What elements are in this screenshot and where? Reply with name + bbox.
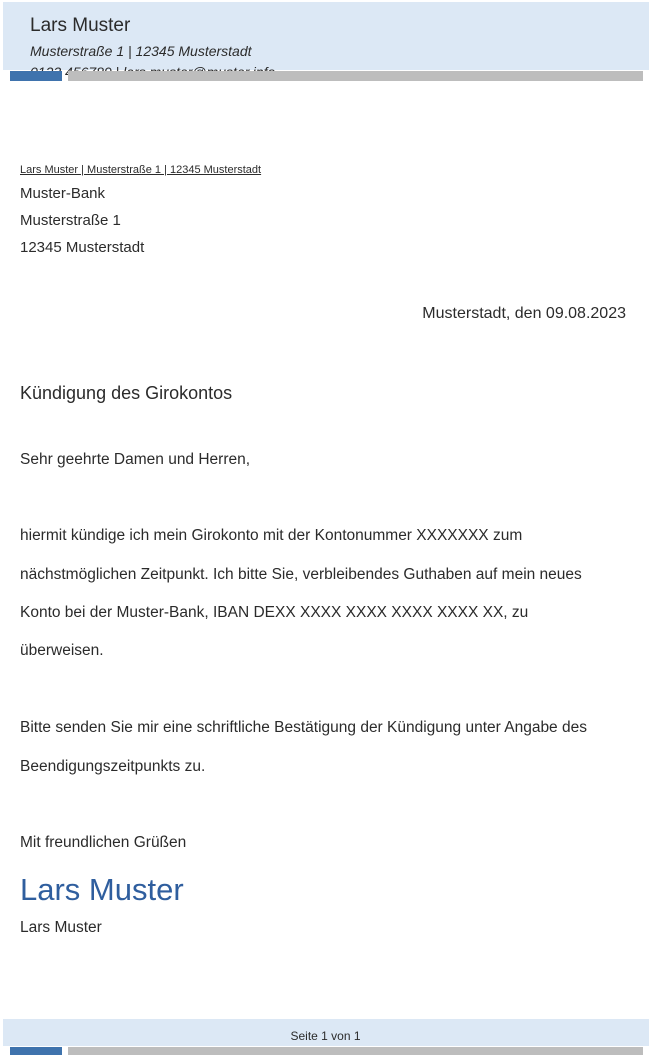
header-divider-bar	[68, 71, 643, 81]
recipient-street: Musterstraße 1	[20, 212, 121, 229]
body-line: Beendigungszeitpunkts zu.	[20, 758, 206, 775]
body-line: überweisen.	[20, 642, 104, 659]
footer-accent-bar	[10, 1047, 62, 1055]
recipient-city: 12345 Musterstadt	[20, 239, 145, 256]
footer-divider-bar	[68, 1047, 643, 1055]
salutation: Sehr geehrte Damen und Herren,	[20, 451, 251, 468]
body-line: Konto bei der Muster-Bank, IBAN DEXX XXXX XXXX XXXX XXXX XX, zu	[20, 604, 529, 621]
recipient-name: Muster-Bank	[20, 185, 106, 202]
body-line: hiermit kündige ich mein Girokonto mit der Kontonummer XXXXXXX zum	[20, 527, 523, 544]
closing: Mit freundlichen Grüßen	[20, 834, 187, 851]
body-line: Bitte senden Sie mir eine schriftliche Bestätigung der Kündigung unter Angabe des	[20, 719, 587, 736]
header-accent-bar	[10, 71, 62, 81]
letterhead-address: Musterstraße 1 | 12345 Musterstadt	[30, 43, 252, 59]
letter-date: Musterstadt, den 09.08.2023	[422, 305, 626, 322]
sender-return-address: Lars Muster | Musterstraße 1 | 12345 Musterstadt	[20, 164, 262, 176]
letterhead-name: Lars Muster	[30, 15, 131, 36]
body-line: nächstmöglichen Zeitpunkt. Ich bitte Sie, verbleibendes Guthaben auf mein neues	[20, 566, 582, 583]
letterhead	[3, 2, 649, 70]
letter-subject: Kündigung des Girokontos	[20, 383, 233, 403]
signature: Lars Muster	[20, 872, 184, 907]
page-number: Seite 1 von 1	[290, 1029, 361, 1043]
signer-name: Lars Muster	[20, 919, 102, 936]
